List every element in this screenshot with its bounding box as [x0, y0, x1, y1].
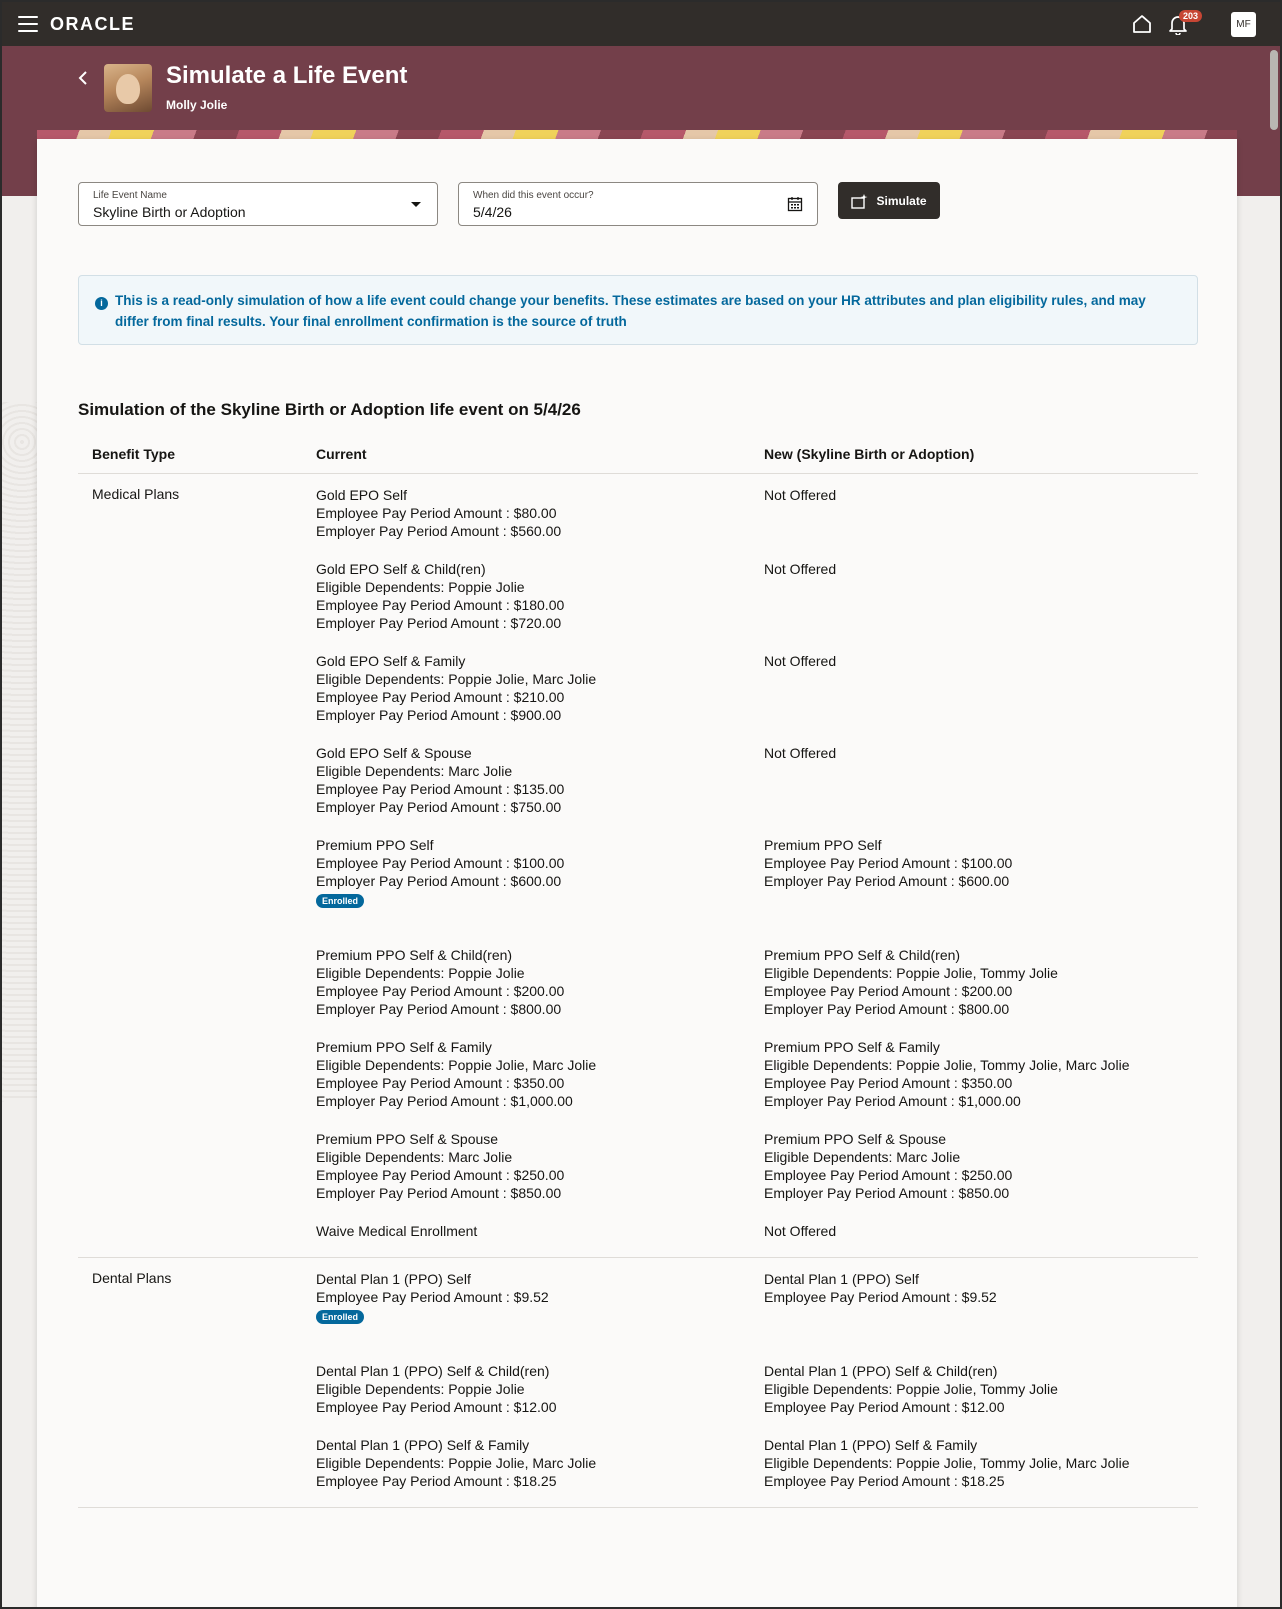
plan-detail-text: Eligible Dependents: Poppie Jolie — [316, 965, 525, 981]
info-message — [78, 275, 1198, 345]
plan-detail-text: Not Offered — [764, 653, 837, 669]
plan-detail-text: Employee Pay Period Amount : $250.00 — [316, 1167, 565, 1183]
plan-detail-text: Not Offered — [764, 1223, 837, 1239]
person-name: Molly Jolie — [166, 98, 228, 112]
plan-detail-text: Employer Pay Period Amount : $850.00 — [316, 1185, 562, 1201]
simulate-label: Simulate — [876, 193, 927, 208]
simulate-button[interactable] — [838, 182, 940, 219]
new-plan-cell — [764, 1038, 1194, 1110]
current-plan-cell — [316, 744, 746, 816]
header-benefit-type: Benefit Type — [92, 446, 175, 462]
new-plan-cell — [764, 1270, 1194, 1306]
plan-detail-text: Dental Plan 1 (PPO) Self & Child(ren) — [316, 1363, 550, 1379]
plan-detail-text: Eligible Dependents: Poppie Jolie, Tommy Jolie, Marc Jolie — [764, 1455, 1130, 1471]
oracle-logo[interactable]: ORACLE — [50, 14, 135, 34]
plan-detail-text: Gold EPO Self & Spouse — [316, 745, 472, 761]
event-date-input[interactable] — [458, 182, 818, 226]
plan-detail-text: Employee Pay Period Amount : $250.00 — [764, 1167, 1013, 1183]
plan-detail-text: Employee Pay Period Amount : $200.00 — [316, 983, 565, 999]
header-current: Current — [316, 446, 367, 462]
plan-detail-text: Employer Pay Period Amount : $750.00 — [316, 799, 562, 815]
person-photo — [104, 64, 152, 112]
life-event-value: Skyline Birth or Adoption — [93, 204, 246, 220]
enrolled-badge: Enrolled — [316, 894, 364, 908]
plan-detail-text: Employee Pay Period Amount : $210.00 — [316, 689, 565, 705]
new-plan-cell — [764, 946, 1194, 1018]
plan-detail-text: Employee Pay Period Amount : $18.25 — [316, 1473, 557, 1489]
new-plan-cell — [764, 560, 1194, 578]
benefit-type-label: Medical Plans — [92, 486, 180, 502]
plan-detail-text: Employee Pay Period Amount : $12.00 — [316, 1399, 557, 1415]
plan-detail-text: Employer Pay Period Amount : $1,000.00 — [316, 1093, 573, 1109]
plan-detail-text: Premium PPO Self & Spouse — [316, 1131, 499, 1147]
plan-detail-text: Employer Pay Period Amount : $1,000.00 — [764, 1093, 1021, 1109]
plan-detail-text: Premium PPO Self & Spouse — [764, 1131, 947, 1147]
plan-detail-text: Eligible Dependents: Poppie Jolie, Tommy Jolie — [764, 1381, 1058, 1397]
plan-detail-text: Dental Plan 1 (PPO) Self & Child(ren) — [764, 1363, 998, 1379]
plan-detail-text: Dental Plan 1 (PPO) Self — [316, 1271, 471, 1287]
dropdown-arrow-icon[interactable] — [411, 202, 421, 207]
event-date-value: 5/4/26 — [473, 204, 512, 220]
current-plan-cell — [316, 486, 746, 540]
info-text: This is a read-only simulation of how a life event could change your benefits. These estimates are based on your HR attributes and plan eligibility rules, and may differ from final results. Your final enrollment confirmation is the source of truth — [115, 293, 1146, 329]
plan-detail-text: Dental Plan 1 (PPO) Self & Family — [764, 1437, 978, 1453]
new-plan-cell — [764, 1362, 1194, 1416]
current-plan-cell — [316, 1130, 746, 1202]
plan-detail-text: Gold EPO Self & Family — [316, 653, 466, 669]
plan-detail-text: Premium PPO Self — [764, 837, 882, 853]
header-new: New (Skyline Birth or Adoption) — [764, 446, 975, 462]
plan-detail-text: Employer Pay Period Amount : $800.00 — [764, 1001, 1010, 1017]
table-header — [78, 434, 1198, 474]
plan-detail-text: Employee Pay Period Amount : $100.00 — [764, 855, 1013, 871]
home-icon[interactable] — [1131, 13, 1153, 35]
plan-detail-text: Not Offered — [764, 561, 837, 577]
user-avatar[interactable]: MF — [1231, 12, 1256, 37]
plan-detail-text: Eligible Dependents: Marc Jolie — [316, 1149, 513, 1165]
plan-detail-text: Employer Pay Period Amount : $800.00 — [316, 1001, 562, 1017]
plan-detail-text: Eligible Dependents: Poppie Jolie, Tommy Jolie, Marc Jolie — [764, 1057, 1130, 1073]
content-card — [37, 139, 1237, 1609]
plan-detail-text: Employee Pay Period Amount : $9.52 — [316, 1289, 549, 1305]
plan-detail-text: Employee Pay Period Amount : $350.00 — [764, 1075, 1013, 1091]
notifications-badge: 203 — [1179, 10, 1202, 22]
plan-detail-text: Not Offered — [764, 487, 837, 503]
plan-detail-text: Employee Pay Period Amount : $18.25 — [764, 1473, 1005, 1489]
plan-detail-text: Employer Pay Period Amount : $720.00 — [316, 615, 562, 631]
plan-detail-text: Eligible Dependents: Poppie Jolie — [316, 579, 525, 595]
new-plan-cell — [764, 486, 1194, 504]
plan-detail-text: Employee Pay Period Amount : $9.52 — [764, 1289, 997, 1305]
info-icon: i — [95, 297, 108, 310]
top-bar — [2, 2, 1280, 46]
event-date-label: When did this event occur? — [473, 190, 594, 201]
life-event-select[interactable] — [78, 182, 438, 226]
plan-detail-text: Dental Plan 1 (PPO) Self — [764, 1271, 919, 1287]
current-plan-cell — [316, 652, 746, 724]
plan-detail-text: Employer Pay Period Amount : $600.00 — [764, 873, 1010, 889]
plan-detail-text: Employee Pay Period Amount : $180.00 — [316, 597, 565, 613]
current-plan-cell — [316, 946, 746, 1018]
enrolled-badge: Enrolled — [316, 1310, 364, 1324]
benefit-group — [78, 1258, 1198, 1508]
current-plan-cell — [316, 1222, 746, 1240]
plan-detail-text: Eligible Dependents: Poppie Jolie — [316, 1381, 525, 1397]
plan-detail-text: Eligible Dependents: Poppie Jolie, Marc Jolie — [316, 1057, 597, 1073]
plan-detail-text: Employer Pay Period Amount : $600.00 — [316, 873, 562, 889]
plan-detail-text: Employee Pay Period Amount : $350.00 — [316, 1075, 565, 1091]
plan-detail-text: Gold EPO Self — [316, 487, 408, 503]
simulation-table — [78, 434, 1198, 1508]
plan-detail-text: Employer Pay Period Amount : $850.00 — [764, 1185, 1010, 1201]
new-plan-cell — [764, 652, 1194, 670]
menu-icon[interactable] — [18, 16, 38, 32]
current-plan-cell — [316, 836, 746, 908]
plan-detail-text: Employee Pay Period Amount : $80.00 — [316, 505, 557, 521]
current-plan-cell — [316, 1362, 746, 1416]
plan-detail-text: Gold EPO Self & Child(ren) — [316, 561, 486, 577]
plan-detail-text: Premium PPO Self & Child(ren) — [764, 947, 961, 963]
benefit-group — [78, 474, 1198, 1258]
plan-detail-text: Not Offered — [764, 745, 837, 761]
plan-detail-text: Eligible Dependents: Marc Jolie — [764, 1149, 961, 1165]
benefit-type-label: Dental Plans — [92, 1270, 172, 1286]
new-plan-cell — [764, 1130, 1194, 1202]
calendar-icon[interactable] — [787, 196, 803, 212]
plan-detail-text: Premium PPO Self & Family — [316, 1039, 492, 1055]
plan-detail-text: Premium PPO Self & Family — [764, 1039, 940, 1055]
page-title: Simulate a Life Event — [166, 62, 408, 89]
plan-detail-text: Eligible Dependents: Poppie Jolie, Tommy Jolie — [764, 965, 1058, 981]
plan-detail-text: Employer Pay Period Amount : $560.00 — [316, 523, 562, 539]
back-arrow-icon[interactable] — [74, 68, 94, 88]
plan-detail-text: Employee Pay Period Amount : $12.00 — [764, 1399, 1005, 1415]
plan-detail-text: Premium PPO Self & Child(ren) — [316, 947, 513, 963]
plan-detail-text: Eligible Dependents: Poppie Jolie, Marc Jolie — [316, 671, 597, 687]
plan-detail-text: Eligible Dependents: Marc Jolie — [316, 763, 513, 779]
current-plan-cell — [316, 1270, 746, 1324]
plan-detail-text: Employee Pay Period Amount : $200.00 — [764, 983, 1013, 999]
current-plan-cell — [316, 1038, 746, 1110]
scrollbar[interactable] — [1270, 50, 1278, 130]
new-plan-cell — [764, 744, 1194, 762]
plan-detail-text: Premium PPO Self — [316, 837, 434, 853]
plan-detail-text: Eligible Dependents: Poppie Jolie, Marc Jolie — [316, 1455, 597, 1471]
new-plan-cell — [764, 836, 1194, 890]
new-plan-cell — [764, 1436, 1194, 1490]
plan-detail-text: Employee Pay Period Amount : $100.00 — [316, 855, 565, 871]
background-texture — [2, 402, 37, 1102]
new-plan-cell — [764, 1222, 1194, 1240]
life-event-label: Life Event Name — [93, 190, 167, 201]
section-heading: Simulation of the Skyline Birth or Adoption life event on 5/4/26 — [78, 400, 581, 419]
current-plan-cell — [316, 560, 746, 632]
plan-detail-text: Employee Pay Period Amount : $135.00 — [316, 781, 565, 797]
simulate-icon — [851, 193, 869, 209]
current-plan-cell — [316, 1436, 746, 1490]
plan-detail-text: Employer Pay Period Amount : $900.00 — [316, 707, 562, 723]
plan-detail-text: Waive Medical Enrollment — [316, 1223, 478, 1239]
plan-detail-text: Dental Plan 1 (PPO) Self & Family — [316, 1437, 530, 1453]
